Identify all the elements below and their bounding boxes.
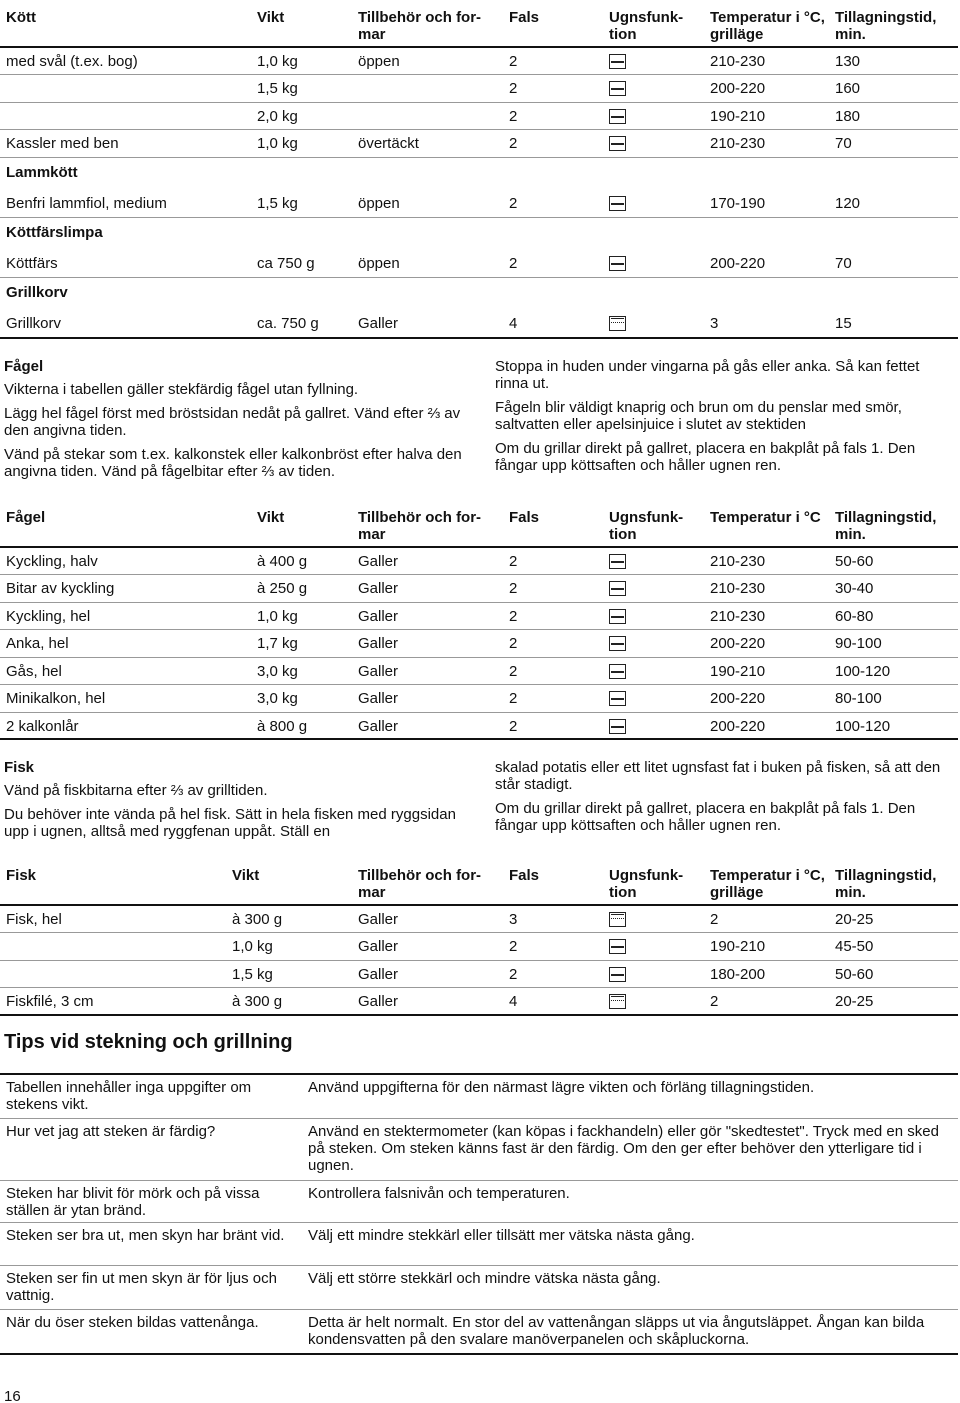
- cell-weight: à 300 g: [232, 993, 283, 1010]
- cell-name: Kassler med ben: [6, 135, 119, 152]
- tips-row: [0, 1223, 958, 1266]
- tips-title: Tips vid stekning och grillning: [4, 1031, 293, 1053]
- cell-shelf: 2: [509, 608, 518, 625]
- cell-time: 45-50: [835, 938, 874, 955]
- cell-weight: 1,0 kg: [257, 53, 298, 70]
- cell-name: Fiskfilé, 3 cm: [6, 993, 94, 1010]
- cell-weight: à 300 g: [232, 911, 283, 928]
- cell-temp: 180-200: [710, 966, 766, 983]
- cell-shelf: 2: [509, 718, 518, 735]
- cell-acc: öppen: [358, 255, 400, 272]
- column-header: Fals: [509, 867, 540, 884]
- poultry-intro-right: [495, 358, 955, 481]
- cell-time: 100-120: [835, 718, 891, 735]
- tip-solution: Välj ett mindre stekkärl eller tillsätt mer vätska nästa gång.: [308, 1227, 695, 1244]
- cell-temp: 200-220: [710, 255, 766, 272]
- cell-shelf: 2: [509, 553, 518, 570]
- cell-time: 160: [835, 80, 861, 97]
- poultry-table: [0, 506, 958, 740]
- cell-weight: à 800 g: [257, 718, 308, 735]
- column-header: Temperatur i °C, grilläge: [710, 867, 825, 901]
- cell-temp: 200-220: [710, 690, 766, 707]
- bottom-heat-icon: [609, 691, 626, 706]
- cell-time: 70: [835, 135, 852, 152]
- column-header: Fisk: [6, 867, 37, 884]
- cell-weight: à 250 g: [257, 580, 308, 597]
- page-number: 16: [4, 1388, 21, 1403]
- cell-shelf: 2: [509, 690, 518, 707]
- table-row: [0, 310, 958, 339]
- cell-temp: 3: [710, 315, 719, 332]
- cell-temp: 190-210: [710, 663, 766, 680]
- cell-time: 80-100: [835, 690, 882, 707]
- column-header: Temperatur i °C, grilläge: [710, 9, 825, 43]
- category-row: [0, 158, 958, 190]
- cell-weight: ca 750 g: [257, 255, 315, 272]
- cell-name: Kyckling, hel: [6, 608, 91, 625]
- cell-temp: 2: [710, 911, 719, 928]
- grill-icon: [609, 994, 626, 1009]
- cell-name: Benfri lammfiol, medium: [6, 195, 167, 212]
- tip-problem: Steken ser fin ut men skyn är för ljus och vattnig.: [6, 1270, 277, 1304]
- tips-table: [0, 1073, 958, 1355]
- category-row: [0, 218, 958, 250]
- cell-name: 2 kalkonlår: [6, 718, 79, 735]
- table-row: [0, 575, 958, 603]
- fish-section-title: Fisk: [4, 759, 35, 776]
- category-label: Köttfärslimpa: [6, 224, 103, 241]
- cell-time: 60-80: [835, 608, 874, 625]
- tip-problem: Hur vet jag att steken är färdig?: [6, 1123, 216, 1140]
- fish-note: Om du grillar direkt på gallret, placera en bakplåt på fals 1. Den fångar upp köttsaften och håller ugnen ren.: [495, 800, 916, 834]
- bottom-heat-icon: [609, 609, 626, 624]
- cell-temp: 210-230: [710, 135, 766, 152]
- fish-intro-left: [4, 759, 464, 847]
- cell-name: Bitar av kyckling: [6, 580, 115, 597]
- cell-time: 50-60: [835, 553, 874, 570]
- cell-acc: Galler: [358, 635, 399, 652]
- cell-weight: 1,5 kg: [257, 80, 298, 97]
- cell-temp: 200-220: [710, 80, 766, 97]
- column-header: Fals: [509, 9, 540, 26]
- cell-name: Köttfärs: [6, 255, 58, 272]
- cell-shelf: 4: [509, 315, 518, 332]
- cell-acc: Galler: [358, 966, 399, 983]
- poultry-note: Vikterna i tabellen gäller stekfärdig fågel utan fyllning.: [4, 381, 359, 398]
- cell-acc: Galler: [358, 718, 399, 735]
- bottom-heat-icon: [609, 581, 626, 596]
- tips-row: [0, 1181, 958, 1223]
- cell-name: Kyckling, halv: [6, 553, 98, 570]
- column-header: Ugnsfunk-tion: [609, 867, 684, 901]
- fish-table: [0, 864, 958, 1016]
- cell-temp: 2: [710, 993, 719, 1010]
- cell-weight: 3,0 kg: [257, 690, 298, 707]
- cell-weight: 1,7 kg: [257, 635, 298, 652]
- cell-temp: 210-230: [710, 53, 766, 70]
- column-header: Vikt: [257, 9, 285, 26]
- fish-intro-right: [495, 759, 955, 841]
- table-row: [0, 48, 958, 75]
- cell-shelf: 4: [509, 993, 518, 1010]
- poultry-note: Fågeln blir väldigt knaprig och brun om du penslar med smör, saltvatten eller apelsinjuice i slutet av stektiden: [495, 399, 902, 433]
- cell-shelf: 2: [509, 938, 518, 955]
- column-header: Tillbehör och for-mar: [358, 509, 482, 543]
- cell-shelf: 2: [509, 135, 518, 152]
- cell-temp: 210-230: [710, 580, 766, 597]
- tip-solution: Kontrollera falsnivån och temperaturen.: [308, 1185, 570, 1202]
- cell-temp: 190-210: [710, 108, 766, 125]
- cell-shelf: 2: [509, 80, 518, 97]
- cell-shelf: 2: [509, 580, 518, 597]
- cell-time: 90-100: [835, 635, 882, 652]
- cell-weight: 1,0 kg: [232, 938, 273, 955]
- cell-temp: 190-210: [710, 938, 766, 955]
- cell-shelf: 2: [509, 53, 518, 70]
- grill-icon: [609, 316, 626, 331]
- cell-acc: Galler: [358, 553, 399, 570]
- cell-name: Fisk, hel: [6, 911, 62, 928]
- tip-problem: Steken har blivit för mörk och på vissa ställen är ytan bränd.: [6, 1185, 260, 1219]
- poultry-section-title: Fågel: [4, 358, 44, 375]
- grill-icon: [609, 912, 626, 927]
- column-header: Vikt: [257, 509, 285, 526]
- cell-weight: 1,5 kg: [232, 966, 273, 983]
- poultry-note: Vänd på stekar som t.ex. kalkonstek eller kalkonbröst efter halva den angivna tiden. Vänd på fågelbitar efter ⅔ av tiden.: [4, 446, 462, 480]
- table-row: [0, 630, 958, 658]
- tips-row: [0, 1266, 958, 1310]
- table-header-row: [0, 6, 958, 48]
- column-header: Kött: [6, 9, 36, 26]
- table-row: [0, 658, 958, 685]
- bottom-heat-icon: [609, 554, 626, 569]
- column-header: Tillbehör och for-mar: [358, 9, 482, 43]
- cell-temp: 170-190: [710, 195, 766, 212]
- cell-shelf: 2: [509, 108, 518, 125]
- bottom-heat-icon: [609, 196, 626, 211]
- cell-acc: Galler: [358, 993, 399, 1010]
- table-row: [0, 75, 958, 103]
- cell-acc: Galler: [358, 938, 399, 955]
- cell-name: Gås, hel: [6, 663, 62, 680]
- cell-temp: 200-220: [710, 635, 766, 652]
- column-header: Tillbehör och for-mar: [358, 867, 482, 901]
- table-row: [0, 685, 958, 713]
- tip-solution: Använd uppgifterna för den närmast lägre vikten och förläng tillagningstiden.: [308, 1079, 815, 1096]
- bottom-heat-icon: [609, 256, 626, 271]
- bottom-heat-icon: [609, 136, 626, 151]
- cell-weight: 1,5 kg: [257, 195, 298, 212]
- table-row: [0, 988, 958, 1016]
- cell-name: med svål (t.ex. bog): [6, 53, 138, 70]
- cell-acc: Galler: [358, 911, 399, 928]
- column-header: Tillagningstid, min.: [835, 509, 937, 543]
- cell-name: Minikalkon, hel: [6, 690, 106, 707]
- poultry-note: Om du grillar direkt på gallret, placera en bakplåt på fals 1. Den fångar upp köttsaften och håller ugnen ren.: [495, 440, 916, 474]
- cell-acc: Galler: [358, 608, 399, 625]
- table-row: [0, 933, 958, 961]
- bottom-heat-icon: [609, 967, 626, 982]
- column-header: Fals: [509, 509, 540, 526]
- cell-temp: 200-220: [710, 718, 766, 735]
- fish-note: skalad potatis eller ett litet ugnsfast fat i buken på fisken, så att den står stadigt.: [495, 759, 941, 793]
- table-row: [0, 961, 958, 988]
- table-row: [0, 103, 958, 130]
- cell-acc: öppen: [358, 53, 400, 70]
- column-header: Ugnsfunk-tion: [609, 9, 684, 43]
- cell-shelf: 2: [509, 966, 518, 983]
- table-header-row: [0, 506, 958, 548]
- cell-weight: ca. 750 g: [257, 315, 319, 332]
- cell-acc: Galler: [358, 580, 399, 597]
- column-header: Tillagningstid, min.: [835, 867, 937, 901]
- cell-weight: à 400 g: [257, 553, 308, 570]
- cell-weight: 1,0 kg: [257, 135, 298, 152]
- cell-temp: 210-230: [710, 608, 766, 625]
- table-row: [0, 548, 958, 575]
- cell-acc: Galler: [358, 315, 399, 332]
- tips-row: [0, 1075, 958, 1119]
- tip-problem: Steken ser bra ut, men skyn har bränt vid.: [6, 1227, 285, 1244]
- cell-shelf: 2: [509, 663, 518, 680]
- category-label: Grillkorv: [6, 284, 68, 301]
- cell-time: 50-60: [835, 966, 874, 983]
- cell-time: 120: [835, 195, 861, 212]
- table-row: [0, 130, 958, 158]
- bottom-heat-icon: [609, 54, 626, 69]
- bottom-heat-icon: [609, 664, 626, 679]
- bottom-heat-icon: [609, 81, 626, 96]
- column-header: Temperatur i °C: [710, 509, 821, 526]
- category-label: Lammkött: [6, 164, 78, 181]
- fish-note: Du behöver inte vända på hel fisk. Sätt in hela fisken med ryggsidan upp i ugnen, alltså med ryggfenan uppåt. Ställ en: [4, 806, 456, 840]
- cell-shelf: 2: [509, 255, 518, 272]
- cell-name: Anka, hel: [6, 635, 69, 652]
- meat-table: [0, 6, 958, 339]
- cell-time: 100-120: [835, 663, 891, 680]
- table-header-row: [0, 864, 958, 906]
- cell-shelf: 2: [509, 635, 518, 652]
- tip-solution: Välj ett större stekkärl och mindre vätska nästa gång.: [308, 1270, 661, 1287]
- cell-time: 130: [835, 53, 861, 70]
- cell-acc: Galler: [358, 690, 399, 707]
- table-row: [0, 906, 958, 933]
- tip-solution: Detta är helt normalt. En stor del av vattenångan släpps ut via ångutsläppet. Ångan kan bilda kondensvatten på den svalare manöverpanelen och skåpluckorna.: [308, 1314, 925, 1348]
- cell-time: 15: [835, 315, 852, 332]
- cell-temp: 210-230: [710, 553, 766, 570]
- table-row: [0, 603, 958, 630]
- bottom-heat-icon: [609, 109, 626, 124]
- cell-acc: Galler: [358, 663, 399, 680]
- table-row: [0, 250, 958, 278]
- cell-acc: övertäckt: [358, 135, 419, 152]
- column-header: Ugnsfunk-tion: [609, 509, 684, 543]
- tip-solution: Använd en stektermometer (kan köpas i fackhandeln) eller gör "skedtestet". Tryck med en sked på steken. Om steken känns fast är den färdig. Om den ger efter behöver den ytterligare tid i ugnen.: [308, 1123, 939, 1174]
- table-row: [0, 713, 958, 740]
- bottom-heat-icon: [609, 939, 626, 954]
- tip-problem: Tabellen innehåller inga uppgifter om stekens vikt.: [6, 1079, 252, 1113]
- column-header: Vikt: [232, 867, 260, 884]
- cell-time: 20-25: [835, 993, 874, 1010]
- cell-time: 20-25: [835, 911, 874, 928]
- tips-row: [0, 1310, 958, 1355]
- cell-time: 30-40: [835, 580, 874, 597]
- fish-note: Vänd på fiskbitarna efter ⅔ av grilltiden.: [4, 782, 268, 799]
- cell-name: Grillkorv: [6, 315, 61, 332]
- cell-shelf: 3: [509, 911, 518, 928]
- poultry-intro-left: [4, 358, 464, 487]
- category-row: [0, 278, 958, 310]
- tips-row: [0, 1119, 958, 1181]
- poultry-note: Lägg hel fågel först med bröstsidan nedåt på gallret. Vänd efter ⅔ av den angivna tiden.: [4, 405, 461, 439]
- cell-acc: öppen: [358, 195, 400, 212]
- cell-weight: 3,0 kg: [257, 663, 298, 680]
- cell-weight: 1,0 kg: [257, 608, 298, 625]
- column-header: Fågel: [6, 509, 46, 526]
- poultry-note: Stoppa in huden under vingarna på gås eller anka. Så kan fettet rinna ut.: [495, 358, 920, 392]
- bottom-heat-icon: [609, 636, 626, 651]
- cell-weight: 2,0 kg: [257, 108, 298, 125]
- cell-time: 180: [835, 108, 861, 125]
- table-row: [0, 190, 958, 218]
- tip-problem: När du öser steken bildas vattenånga.: [6, 1314, 259, 1331]
- cell-time: 70: [835, 255, 852, 272]
- column-header: Tillagningstid, min.: [835, 9, 937, 43]
- bottom-heat-icon: [609, 719, 626, 734]
- cell-shelf: 2: [509, 195, 518, 212]
